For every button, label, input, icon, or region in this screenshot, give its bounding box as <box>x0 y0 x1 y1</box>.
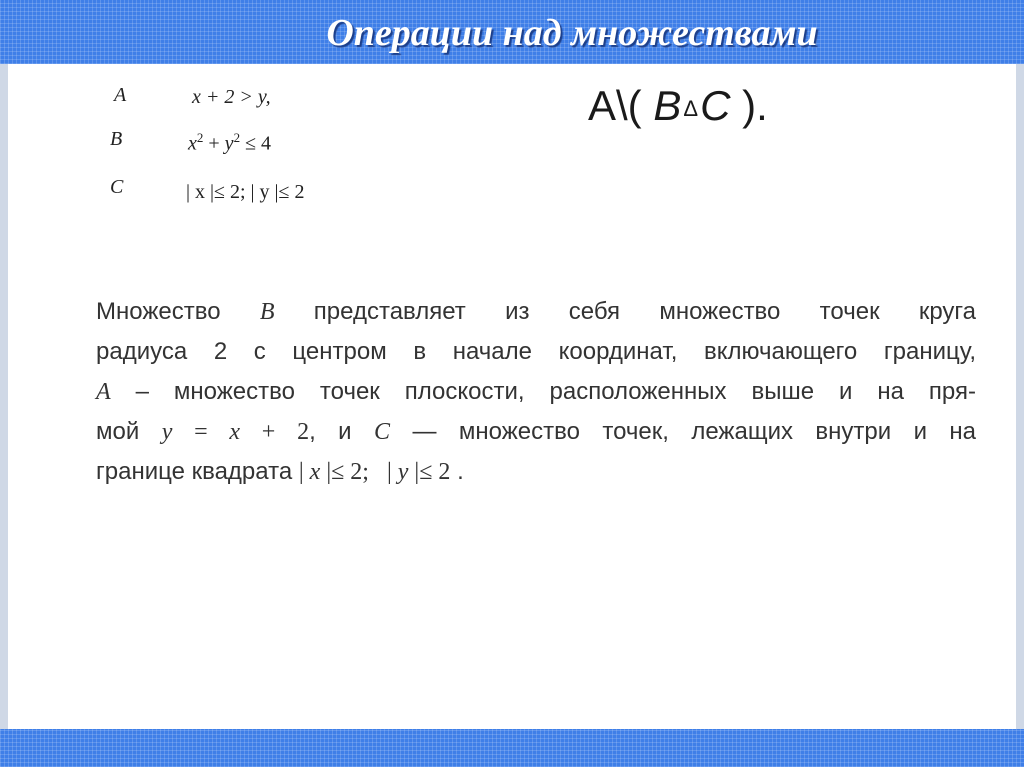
right-edge <box>1016 64 1024 729</box>
explanation-paragraph <box>96 292 976 492</box>
var-x: x <box>188 132 197 155</box>
exp-2: 2 <box>196 130 204 145</box>
left-edge <box>0 64 8 729</box>
expr-b: B <box>653 82 682 129</box>
exp-2b: 2 <box>233 130 241 145</box>
expr-close: ). <box>742 82 768 129</box>
set-b-label: B <box>110 128 123 150</box>
set-c-label: C <box>110 176 124 198</box>
para-line-2: радиуса 2 с центром в начале координат, включающего границу, <box>96 338 976 365</box>
plus: + <box>203 132 225 155</box>
set-b-condition <box>188 130 271 156</box>
para-line-3: A – множество точек плоскости, расположенных выше и на пря- <box>96 378 976 405</box>
footer-band <box>0 729 1024 767</box>
para-line-4: мой y = x + 2, и C — множество точек, лежащих внутри и на <box>96 418 976 445</box>
slide-title: Операции над множествами <box>326 12 818 54</box>
set-a-label: A <box>114 84 127 106</box>
symmetric-difference-symbol: Δ <box>683 96 699 121</box>
var-y: y <box>224 132 234 155</box>
set-c-condition: | x |≤ 2; | y |≤ 2 <box>186 181 305 203</box>
set-a-condition-text: x + 2 > y, <box>192 86 271 108</box>
para-line-1: Множество B представляет из себя множество точек круга <box>96 298 977 325</box>
para-line-5: границе квадрата | x |≤ 2; | y |≤ 2 . <box>96 458 464 485</box>
expr-c: C <box>700 82 731 129</box>
leq-4: ≤ 4 <box>240 132 272 155</box>
expr-a: A <box>588 82 617 129</box>
expr-setminus: \( <box>616 82 642 129</box>
set-expression <box>588 82 768 130</box>
set-a-condition <box>192 86 271 109</box>
